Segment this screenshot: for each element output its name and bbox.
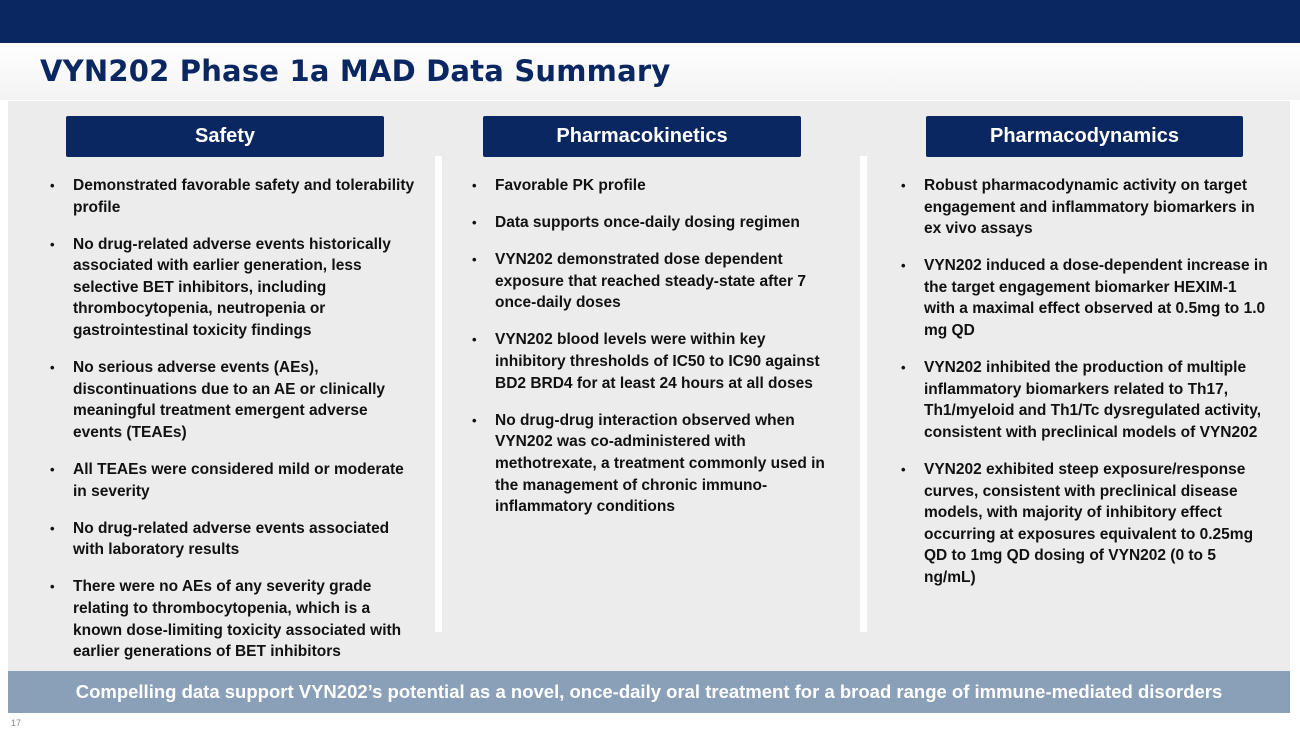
bullet-icon: • bbox=[50, 236, 55, 252]
bullet-icon: • bbox=[50, 579, 55, 595]
pharmacokinetics-bullet-list bbox=[470, 175, 835, 533]
column-divider-left bbox=[435, 156, 442, 632]
list-item: • VYN202 inhibited the production of multiple inflammatory biomarkers related to Th17, Th1/myeloid and Th1/Tc dysregulated activity, consistent with preclinical models of VYN202 bbox=[901, 359, 1262, 441]
bullet-icon: • bbox=[50, 520, 55, 536]
list-item: • Favorable PK profile bbox=[470, 175, 835, 197]
bullet-icon: • bbox=[472, 178, 477, 193]
conclusion-banner: Compelling data support VYN202’s potential as a novel, once-daily oral treatment for a broad range of immune-mediated disorders bbox=[8, 671, 1290, 713]
pharmacokinetics-header: Pharmacokinetics bbox=[483, 116, 801, 157]
list-item: • No serious adverse events (AEs), discontinuations due to an AE or clinically meaningful treatment emergent adverse events (TEAEs) bbox=[50, 359, 386, 441]
bullet-icon: • bbox=[901, 178, 906, 193]
list-item: • VYN202 blood levels were within key inhibitory thresholds of IC50 to IC90 against BD2 BRD4 for at least 24 hours at all doses bbox=[472, 331, 820, 392]
bullet-icon: • bbox=[472, 252, 477, 268]
slide-title: VYN202 Phase 1a MAD Data Summary bbox=[40, 54, 671, 88]
list-item: • Demonstrated favorable safety and tolerability profile bbox=[50, 177, 415, 216]
safety-header: Safety bbox=[66, 116, 384, 157]
list-item: • There were no AEs of any severity grade relating to thrombocytopenia, which is a known dose-limiting toxicity associated with earlier generations of BET inhibitors bbox=[50, 578, 402, 661]
bullet-icon: • bbox=[901, 462, 906, 478]
bullet-icon: • bbox=[50, 462, 55, 478]
top-header-band bbox=[0, 0, 1300, 43]
pharmacodynamics-header: Pharmacodynamics bbox=[926, 116, 1243, 157]
list-item: • Robust pharmacodynamic activity on target engagement and inflammatory biomarkers in ex vivo assays bbox=[901, 177, 1255, 238]
safety-bullet-list bbox=[48, 175, 416, 678]
bullet-icon: • bbox=[472, 332, 477, 348]
pharmacodynamics-bullet-list bbox=[899, 175, 1270, 604]
bullet-icon: • bbox=[901, 360, 906, 376]
list-item: • No drug-related adverse events associated with laboratory results bbox=[50, 519, 390, 559]
bullet-icon: • bbox=[901, 258, 906, 274]
list-item: • No drug-drug interaction observed when VYN202 was co-administered with methotrexate, a treatment commonly used in the management of chronic immuno-inflammatory conditions bbox=[472, 411, 825, 516]
bullet-icon: • bbox=[50, 360, 55, 376]
bullet-icon: • bbox=[472, 215, 477, 231]
list-item: • No drug-related adverse events historically associated with earlier generation, less selective BET inhibitors, including thrombocytopenia, neutropenia or gastrointestinal toxicity findings bbox=[50, 235, 391, 340]
list-item: • VYN202 induced a dose-dependent increase in the target engagement biomarker HEXIM-1 with a maximal effect observed at 0.5mg to 1.0 mg QD bbox=[901, 257, 1268, 340]
bullet-icon: • bbox=[50, 178, 55, 193]
list-item: • All TEAEs were considered mild or moderate in severity bbox=[50, 461, 404, 500]
list-item: • VYN202 demonstrated dose dependent exposure that reached steady-state after 7 once-daily doses bbox=[472, 251, 806, 312]
bullet-icon: • bbox=[472, 412, 477, 428]
list-item: • Data supports once-daily dosing regimen bbox=[470, 212, 835, 234]
list-item: • VYN202 exhibited steep exposure/response curves, consistent with preclinical disease models, with majority of inhibitory effect occurring at exposures equivalent to 0.25mg QD to 1mg QD dosing of VYN202 (0 to 5 ng/mL) bbox=[901, 461, 1254, 586]
column-divider-right bbox=[860, 156, 867, 632]
page-number: 17 bbox=[11, 718, 22, 728]
